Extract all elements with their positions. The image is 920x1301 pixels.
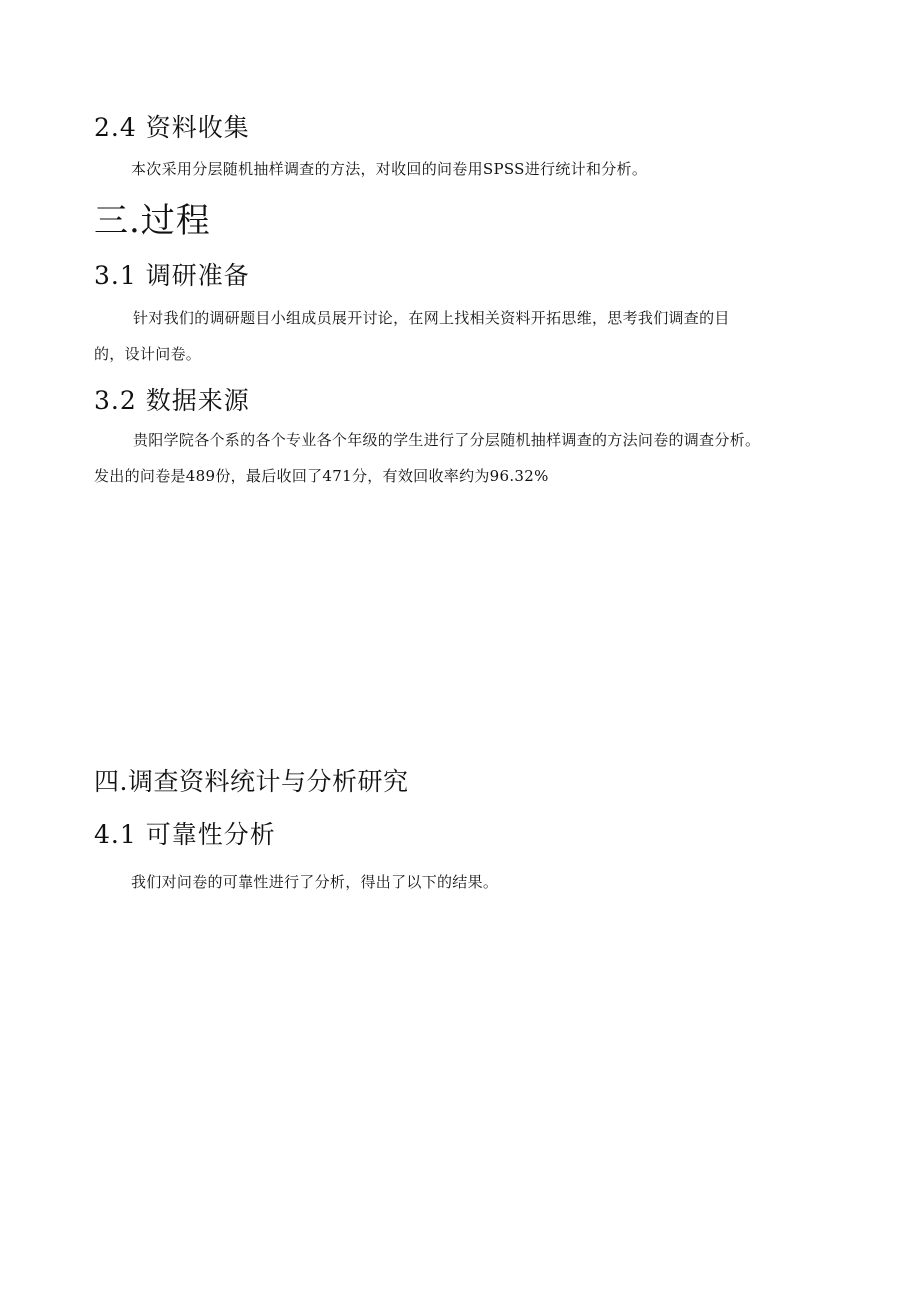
- section-heading-2-4: 2.4 资料收集: [94, 113, 250, 142]
- paragraph-3-2-line2: 发出的问卷是489份，最后收回了471分，有效回收率约为96.32%: [94, 467, 549, 485]
- chapter-heading-3: 三.过程: [94, 201, 211, 241]
- paragraph-3-2-line1: 贵阳学院各个系的各个专业各个年级的学生进行了分层随机抽样调查的方法问卷的调查分析。: [133, 431, 761, 449]
- chapter-heading-4: 四.调查资料统计与分析研究: [94, 767, 409, 796]
- paragraph-2-4: 本次采用分层随机抽样调查的方法，对收回的问卷用SPSS进行统计和分析。: [131, 160, 648, 178]
- paragraph-3-1-line2: 的，设计问卷。: [94, 345, 202, 363]
- section-heading-4-1: 4.1 可靠性分析: [94, 820, 276, 849]
- paragraph-4-1: 我们对问卷的可靠性进行了分析，得出了以下的结果。: [131, 873, 499, 891]
- section-heading-3-2: 3.2 数据来源: [94, 386, 250, 415]
- section-heading-3-1: 3.1 调研准备: [94, 261, 250, 290]
- paragraph-3-1-line1: 针对我们的调研题目小组成员展开讨论，在网上找相关资料开拓思维，思考我们调查的目: [133, 309, 730, 327]
